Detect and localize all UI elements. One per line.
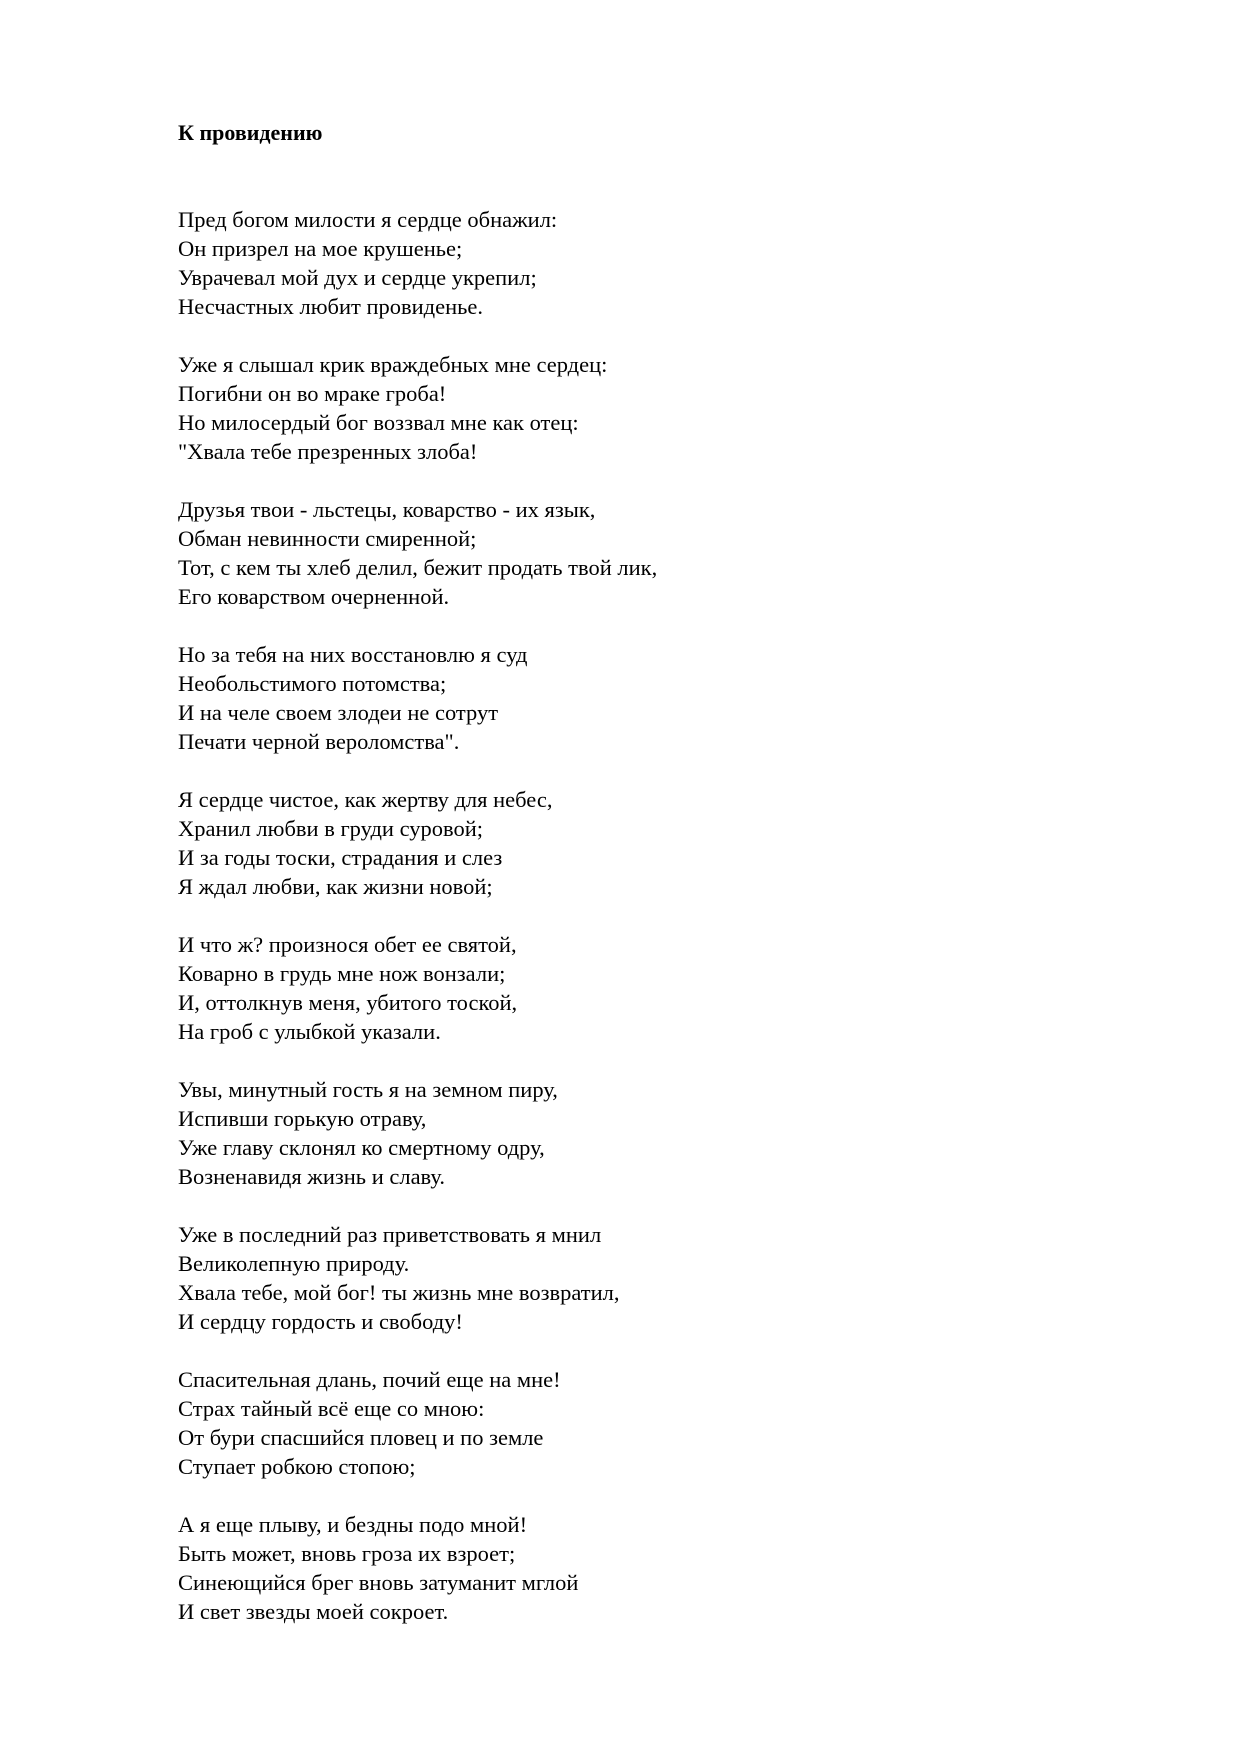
stanza-8: [178, 1220, 1178, 1336]
poem-line: Хвала тебе, мой бог! ты жизнь мне возвратил,: [178, 1280, 620, 1305]
poem-line: Быть может, вновь гроза их взроет;: [178, 1541, 516, 1566]
stanza-9: [178, 1365, 1178, 1481]
poem-line: "Хвала тебе презренных злоба!: [178, 439, 478, 464]
stanza-4: [178, 640, 1178, 756]
poem-line: Уже в последний раз приветствовать я мнил: [178, 1222, 602, 1247]
document-content: [178, 118, 1178, 1655]
poem-line: На гроб с улыбкой указали.: [178, 1019, 441, 1044]
poem-line: Я ждал любви, как жизни новой;: [178, 874, 493, 899]
poem-line: От бури спасшийся пловец и по земле: [178, 1425, 544, 1450]
stanza-1: [178, 205, 1178, 321]
poem-line: Пред богом милости я сердце обнажил:: [178, 207, 558, 232]
poem-line: Но за тебя на них восстановлю я суд: [178, 642, 528, 667]
stanza-10: [178, 1510, 1178, 1626]
poem-line: Увы, минутный гость я на земном пиру,: [178, 1077, 558, 1102]
poem-line: И, оттолкнув меня, убитого тоской,: [178, 990, 518, 1015]
poem-body: [178, 205, 1178, 1626]
poem-line: Спасительная длань, почий еще на мне!: [178, 1367, 561, 1392]
poem-line: Ступает робкою стопою;: [178, 1454, 416, 1479]
poem-line: Но милосердый бог воззвал мне как отец:: [178, 410, 579, 435]
poem-line: Обман невинности смиренной;: [178, 526, 477, 551]
poem-line: Синеющийся брег вновь затуманит мглой: [178, 1570, 579, 1595]
poem-line: Печати черной вероломства".: [178, 729, 460, 754]
poem-line: Уврачевал мой дух и сердце укрепил;: [178, 265, 537, 290]
poem-line: Я сердце чистое, как жертву для небес,: [178, 787, 553, 812]
poem-line: Великолепную природу.: [178, 1251, 410, 1276]
poem-line: Коварно в грудь мне нож вонзали;: [178, 961, 506, 986]
poem-title: К провидению: [178, 120, 323, 145]
stanza-3: [178, 495, 1178, 611]
poem-line: Возненавидя жизнь и славу.: [178, 1164, 446, 1189]
poem-line: Уже главу склонял ко смертному одру,: [178, 1135, 545, 1160]
poem-line: И свет звезды моей сокроет.: [178, 1599, 449, 1624]
stanza-7: [178, 1075, 1178, 1191]
poem-line: Несчастных любит провиденье.: [178, 294, 484, 319]
poem-line: Необольстимого потомства;: [178, 671, 447, 696]
stanza-2: [178, 350, 1178, 466]
poem-line: Друзья твои - льстецы, коварство - их язык,: [178, 497, 596, 522]
poem-line: Его коварством очерненной.: [178, 584, 450, 609]
poem-line: Страх тайный всё еще со мною:: [178, 1396, 485, 1421]
poem-line: Испивши горькую отраву,: [178, 1106, 427, 1131]
stanza-6: [178, 930, 1178, 1046]
poem-line: Погибни он во мраке гроба!: [178, 381, 447, 406]
stanza-5: [178, 785, 1178, 901]
poem-line: Тот, с кем ты хлеб делил, бежит продать твой лик,: [178, 555, 658, 580]
poem-line: И сердцу гордость и свободу!: [178, 1309, 463, 1334]
poem-line: И за годы тоски, страдания и слез: [178, 845, 503, 870]
poem-line: Уже я слышал крик враждебных мне сердец:: [178, 352, 608, 377]
poem-line: А я еще плыву, и бездны подо мной!: [178, 1512, 528, 1537]
poem-line: Хранил любви в груди суровой;: [178, 816, 484, 841]
poem-line: И на челе своем злодеи не сотрут: [178, 700, 499, 725]
poem-line: И что ж? произнося обет ее святой,: [178, 932, 517, 957]
poem-line: Он призрел на мое крушенье;: [178, 236, 463, 261]
